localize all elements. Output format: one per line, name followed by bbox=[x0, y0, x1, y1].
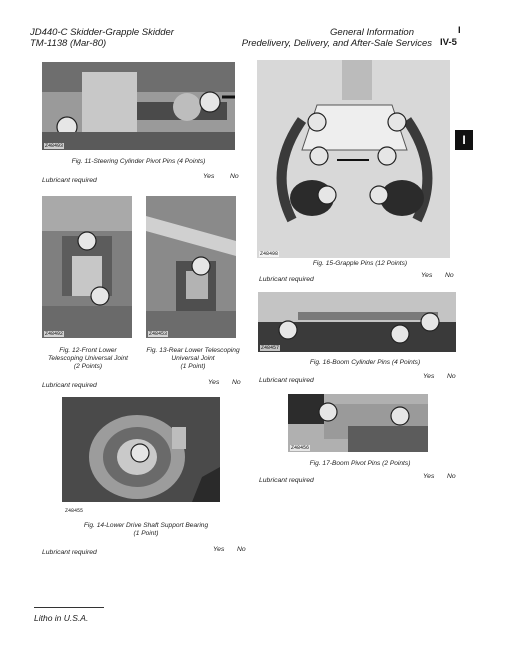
fig11-photo-id: Z48493 bbox=[45, 143, 64, 149]
fig16-caption: Fig. 16-Boom Cylinder Pins (4 Points) bbox=[309, 359, 421, 366]
header-section-title: General Information bbox=[330, 27, 414, 38]
footer-litho: Litho in U.S.A. bbox=[34, 613, 89, 623]
header-subtitle: Predelivery, Delivery, and After-Sale Services bbox=[241, 38, 432, 49]
fig12-13-yes: Yes bbox=[208, 379, 220, 386]
fig14-caption bbox=[62, 522, 230, 538]
fig15-caption: Fig. 15-Grapple Pins (12 Points) bbox=[312, 260, 408, 267]
fig16-lubricant-label: Lubricant required bbox=[259, 377, 314, 384]
fig17-yes: Yes bbox=[423, 473, 435, 480]
fig12-caption-line-3: (2 Points) bbox=[73, 363, 103, 370]
header-page-number: IV-5 bbox=[440, 37, 457, 48]
fig16-yes: Yes bbox=[423, 373, 435, 380]
fig13-caption-line-2: Universal Joint bbox=[171, 355, 215, 362]
fig14-photo-id: Z48455 bbox=[65, 508, 84, 514]
fig15-lubricant-label: Lubricant required bbox=[259, 276, 314, 283]
fig17-photo-id: Z48456 bbox=[291, 445, 310, 451]
fig17-no: No bbox=[447, 473, 456, 480]
fig13-caption bbox=[138, 347, 248, 371]
fig13-caption-line-1: Fig. 13-Rear Lower Telescoping bbox=[146, 347, 240, 354]
fig13-caption-line-3: (1 Point) bbox=[180, 363, 206, 370]
fig14-photo bbox=[62, 397, 220, 515]
fig15-yes: Yes bbox=[421, 272, 433, 279]
fig11-caption: Fig. 11-Steering Cylinder Pivot Pins (4 Points) bbox=[71, 158, 206, 165]
fig12-caption-line-1: Fig. 12-Front Lower bbox=[59, 347, 117, 354]
footer-rule bbox=[34, 607, 104, 608]
fig14-lubricant-label: Lubricant required bbox=[42, 549, 97, 556]
fig11-no: No bbox=[230, 173, 239, 180]
fig13-photo bbox=[146, 196, 236, 338]
fig12-13-lubricant-label: Lubricant required bbox=[42, 382, 97, 389]
fig12-caption-line-2: Telescoping Universal Joint bbox=[47, 355, 129, 362]
fig12-photo-id: Z48492 bbox=[45, 331, 64, 337]
fig17-caption: Fig. 17-Boom Pivot Pins (2 Points) bbox=[309, 460, 411, 467]
fig14-caption-line-1: Fig. 14-Lower Drive Shaft Support Bearing bbox=[83, 522, 209, 529]
fig12-photo bbox=[42, 196, 132, 338]
fig13-photo-id: Z48453 bbox=[149, 331, 168, 337]
fig16-photo bbox=[258, 292, 456, 352]
fig11-lubricant-label: Lubricant required bbox=[42, 177, 97, 184]
fig14-yes: Yes bbox=[213, 546, 225, 553]
fig14-caption-line-2: (1 Point) bbox=[133, 530, 159, 537]
header-title: JD440-C Skidder-Grapple Skidder bbox=[30, 27, 174, 38]
header-section-mark: I bbox=[458, 25, 461, 36]
fig17-photo bbox=[288, 394, 428, 452]
fig15-photo-id: Z48498 bbox=[260, 251, 279, 257]
fig11-photo bbox=[42, 62, 235, 150]
fig17-lubricant-label: Lubricant required bbox=[259, 477, 314, 484]
fig12-13-no: No bbox=[232, 379, 241, 386]
fig11-yes: Yes bbox=[203, 173, 215, 180]
header-tm-number: TM-1138 (Mar-80) bbox=[30, 38, 107, 49]
fig15-photo bbox=[257, 60, 450, 258]
fig15-no: No bbox=[445, 272, 454, 279]
fig16-no: No bbox=[447, 373, 456, 380]
section-tab-marker: I bbox=[455, 130, 473, 150]
fig14-no: No bbox=[237, 546, 246, 553]
fig12-caption bbox=[38, 347, 138, 371]
fig16-photo-id: Z48457 bbox=[261, 345, 280, 351]
